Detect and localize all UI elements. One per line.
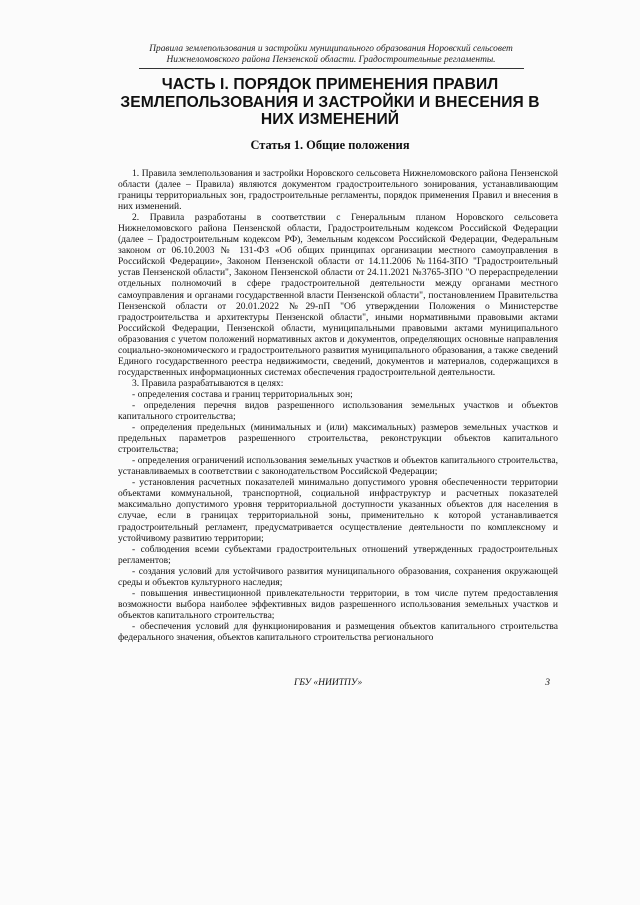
- list-item-sustainability: - создания условий для устойчивого развития муниципального образования, сохранения окружающей среды и объектов культурного наследия;: [118, 565, 558, 588]
- list-item-federal-objects: - обеспечения условий для функционирования и размещения объектов капитального строительства федерального значения, объектов капитального строительства регионального: [118, 620, 558, 643]
- paragraph-2: 2. Правила разработаны в соответствии с Генеральным планом Норовского сельсовета Нижнеломовского района Пензенской области, Градостроительным кодексом Российской Федерации (далее – Градостроительным кодексом РФ), Земельным кодексом Российской Федерации, Федеральным законом от 06.10.2003 № 131-ФЗ «Об общих принципах организации местного самоуправления в Российской Федерации», Законом Пензенской области от 14.11.2006 №1164-ЗПО "Градостроительный устав Пензенской области", Законом Пензенской области от 24.11.2021 №3765-ЗПО "О перераспределении отдельных полномочий в сфере градостроительной деятельности между органами местного самоуправления и органами государственной власти Пензенской области", постановлением Правительства Пензенской области от 20.01.2022 №29-пП "Об утверждении Положения о Министерстве градостроительства и архитектуры Пензенской области", иными нормативными правовыми актами Российской Федерации, Пензенской области, муниципальными правовыми актами муниципального образования с учетом положений нормативных актов и документов, определяющих основные направления социально-экономического и градостроительного развития муниципального образования, а также сведений Единого государственного реестра недвижимости, сведений, документов и материалов, содержащихся в государственных информационных системах обеспечения градостроительной деятельности.: [118, 212, 558, 378]
- list-item-compliance: - соблюдения всеми субъектами градостроительных отношений утвержденных градостроительных регламентов;: [118, 543, 558, 566]
- list-item-investment: - повышения инвестиционной привлекательности территории, в том числе путем предоставления возможности выбора наиболее эффективных видов разрешенного использования земельных участков и объектов капитального строительства;: [118, 587, 558, 621]
- article-title: Статья 1. Общие положения: [250, 138, 410, 152]
- list-item-permitted-uses: - определения перечня видов разрешенного использования земельных участков и объектов капитального строительства;: [118, 399, 558, 423]
- list-item-zones: - определения состава и границ территориальных зон;: [132, 388, 353, 400]
- footer-organization: ГБУ «НИИТПУ»: [294, 678, 363, 688]
- running-header: [118, 44, 544, 69]
- page-number: 3: [545, 678, 550, 688]
- list-item-limit-sizes: - определения предельных (минимальных и (или) максимальных) размеров земельных участков и предельных параметров разрешенного строительства, реконструкции объектов капитального строительства;: [118, 422, 558, 456]
- list-item-restrictions: - определения ограничений использования земельных участков и объектов капитального строительства, устанавливаемых в соответствии с законодательством Российской Федерации;: [118, 455, 558, 478]
- header-rule: [139, 68, 524, 69]
- part-title: ЧАСТЬ I. ПОРЯДОК ПРИМЕНЕНИЯ ПРАВИЛ ЗЕМЛЕПОЛЬЗОВАНИЯ И ЗАСТРОЙКИ И ВНЕСЕНИЯ В НИХ ИЗМЕНЕНИЙ: [120, 76, 540, 128]
- body-text: [118, 168, 558, 643]
- running-header-line-2: Нижнеломовского района Пензенской области. Градостроительные регламенты.: [166, 55, 496, 65]
- list-item-indicators: - установления расчетных показателей минимально допустимого уровня обеспеченности территории объектами коммунальной, транспортной, социальной инфраструктур и расчетных показателей максимально допустимого уровня территориальной доступности указанных объектов для населения в случае, если в границах территориальной зоны, применительно к которой устанавливается градостроительный регламент, предусматривается осуществление деятельности по комплексному и устойчивому развитию территории;: [118, 477, 558, 544]
- paragraph-3: 3. Правила разрабатываются в целях:: [132, 377, 284, 389]
- paragraph-1: 1. Правила землепользования и застройки Норовского сельсовета Нижнеломовского района Пензенской области (далее – Правила) являются документом градостроительного зонирования, устанавливающим границы территориальных зон, градостроительные регламенты, порядок применения Правил и внесения в них изменений.: [118, 168, 558, 213]
- running-header-line-1: Правила землепользования и застройки муниципального образования Норовский сельсовет: [149, 44, 513, 54]
